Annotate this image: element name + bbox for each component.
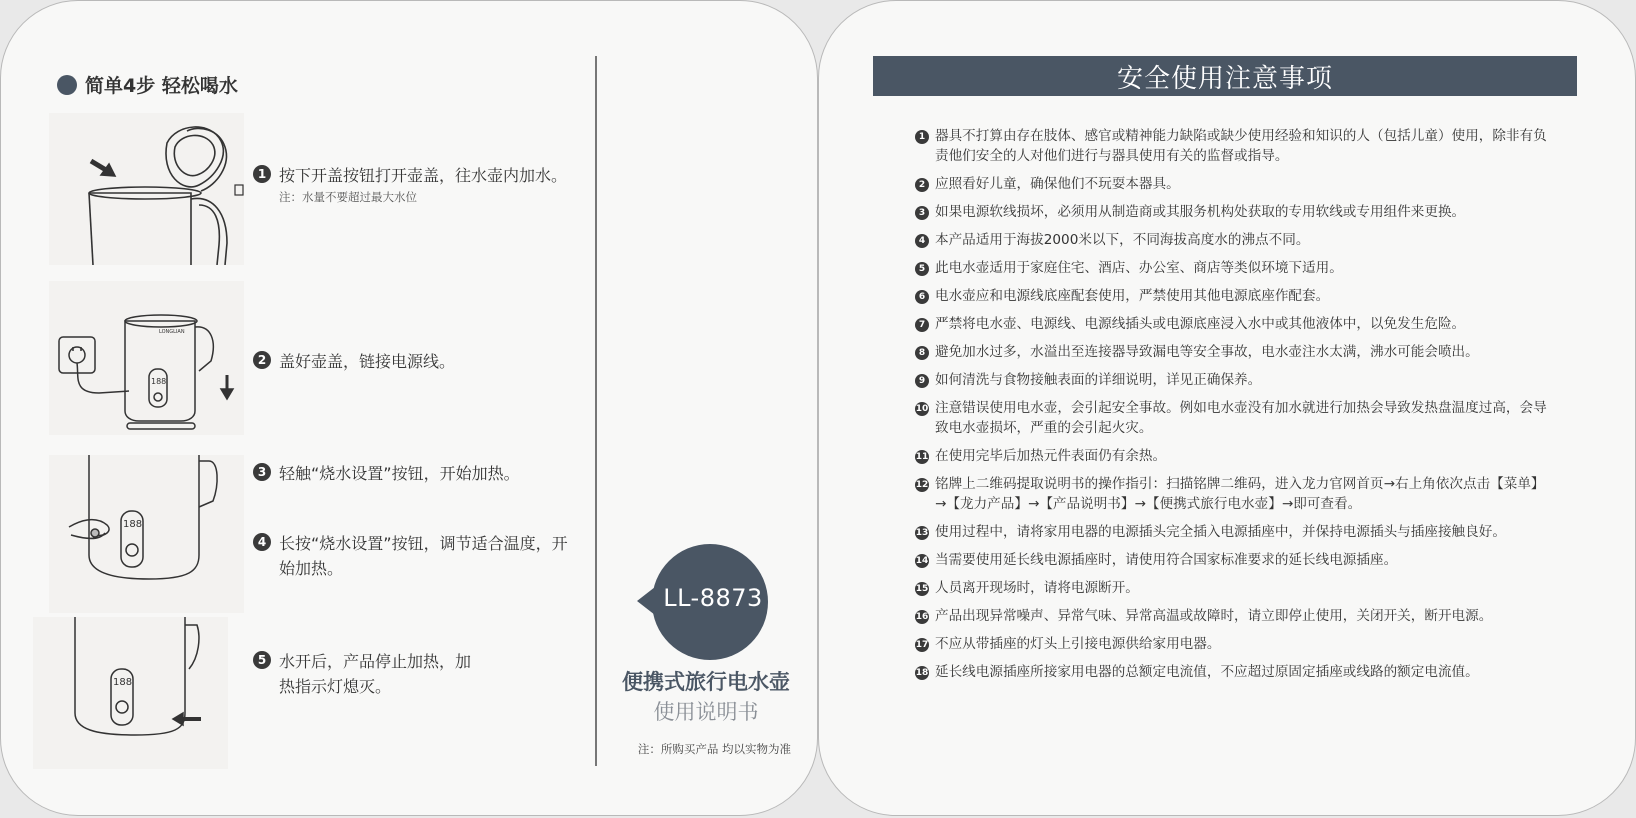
- item-number: 3: [915, 206, 929, 220]
- item-text: 延长线电源插座所接家用电器的总额定电流值，不应超过原固定插座或线路的额定电流值。: [935, 664, 1479, 681]
- safety-list: [915, 127, 1555, 691]
- list-item: [915, 475, 1555, 514]
- list-item: [915, 371, 1555, 391]
- svg-text:LONGLIAN: LONGLIAN: [159, 329, 185, 335]
- item-text: 不应从带插座的灯头上引接电源供给家用电器。: [935, 636, 1221, 652]
- model-number: LL-8873: [663, 584, 763, 612]
- step5-kettle-done-image: [33, 617, 228, 769]
- step-4: [253, 531, 579, 581]
- list-item: [915, 315, 1555, 335]
- svg-text:188: 188: [151, 377, 167, 386]
- item-text: 本产品适用于海拔2000米以下，不同海拔高度水的沸点不同。: [935, 231, 1310, 248]
- step-2: [253, 349, 589, 374]
- step-note: 注：水量不要超过最大水位: [279, 190, 417, 204]
- step-text: 盖好壶盖，链接电源线。: [279, 352, 456, 371]
- list-item: [915, 259, 1555, 279]
- step-number: 5: [253, 651, 271, 669]
- manual-label: 使用说明书: [653, 700, 759, 724]
- item-text: 如何清洗与食物接触表面的详细说明，详见正确保养。: [935, 372, 1262, 389]
- item-number: 2: [915, 178, 929, 192]
- item-number: 1: [915, 130, 929, 144]
- item-text: 在使用完毕后加热元件表面仍有余热。: [935, 447, 1167, 464]
- footnote: 注：所购买产品 均以实物为准: [637, 742, 791, 756]
- item-number: 4: [915, 234, 929, 248]
- item-number: 18: [915, 668, 929, 679]
- list-item: [915, 231, 1555, 251]
- item-text: 人员离开现场时，请将电源断开。: [935, 579, 1139, 596]
- item-number: 5: [915, 262, 929, 276]
- item-number: 9: [915, 374, 929, 388]
- list-item: [915, 287, 1555, 307]
- item-number: 13: [915, 527, 929, 538]
- step34-press-button-image: [49, 455, 244, 613]
- list-item: [915, 663, 1555, 683]
- item-text: 如果电源软线损坏，必须用从制造商或其服务机构处获取的专用软线或专用组件来更换。: [935, 203, 1466, 220]
- right-page: [818, 0, 1636, 816]
- item-text: 应照看好儿童，确保他们不玩耍本器具。: [935, 175, 1180, 192]
- list-item: [915, 635, 1555, 655]
- list-item: [915, 127, 1555, 166]
- step2-kettle-plug-image: [49, 281, 244, 435]
- svg-text:188: 188: [113, 677, 133, 688]
- item-text: 铭牌上二维码提取说明书的操作指引：扫描铭牌二维码，进入龙力官网首页→右上角依次点击【菜单】→【龙力产品】→【产品说明书】→【便携式旅行电水壶】→即可查看。: [935, 476, 1545, 512]
- item-text: 产品出现异常噪声、异常气味、异常高温或故障时，请立即停止使用，关闭开关，断开电源。: [935, 607, 1493, 624]
- item-number: 6: [915, 290, 929, 304]
- step-number: 1: [253, 165, 271, 183]
- item-text: 注意错误使用电水壶，会引起安全事故。例如电水壶没有加水就进行加热会导致发热盘温度过高，会导致电水壶损坏，严重的会引起火灾。: [935, 400, 1547, 436]
- step-1: [253, 163, 589, 206]
- item-text: 器具不打算由存在肢体、感官或精神能力缺陷或缺少使用经验和知识的人（包括儿童）使用，除非有负责他们安全的人对他们进行与器具使用有关的监督或指导。: [935, 128, 1547, 164]
- step-text: 水开后，产品停止加热，加热指示灯熄灭。: [279, 652, 472, 696]
- list-item: [915, 523, 1555, 543]
- step-text: 长按“烧水设置”按钮，调节适合温度，开始加热。: [279, 534, 568, 578]
- bullet-dot-icon: [57, 75, 77, 95]
- section-title: [57, 71, 238, 98]
- item-number: 12: [915, 480, 929, 491]
- safety-header: 安全使用注意事项: [873, 56, 1577, 96]
- product-name: 便携式旅行电水壶: [622, 670, 790, 694]
- item-text: 此电水壶适用于家庭住宅、酒店、办公室、商店等类似环境下适用。: [935, 259, 1343, 276]
- section-title-text: 简单4步 轻松喝水: [85, 75, 238, 97]
- step-text: 按下开盖按钮打开壶盖，往水壶内加水。: [279, 166, 568, 185]
- item-text: 当需要使用延长线电源插座时，请使用符合国家标准要求的延长线电源插座。: [935, 551, 1398, 568]
- item-number: 17: [915, 640, 929, 650]
- step-number: 4: [253, 533, 271, 551]
- step1-kettle-open-lid-image: [49, 113, 244, 265]
- item-number: 11: [915, 451, 929, 462]
- list-item: [915, 343, 1555, 363]
- svg-text:188: 188: [123, 519, 143, 530]
- item-number: 14: [915, 555, 929, 566]
- list-item: [915, 551, 1555, 571]
- vertical-divider: [595, 56, 597, 766]
- list-item: [915, 399, 1555, 438]
- list-item: [915, 203, 1555, 223]
- step-text: 轻触“烧水设置”按钮，开始加热。: [279, 464, 520, 483]
- step-number: 3: [253, 463, 271, 481]
- item-text: 避免加水过多，水溢出至连接器导致漏电等安全事故，电水壶注水太满，沸水可能会喷出。: [935, 344, 1479, 361]
- item-number: 10: [915, 404, 929, 415]
- list-item: [915, 447, 1555, 467]
- item-number: 16: [915, 611, 929, 622]
- item-text: 严禁将电水壶、电源线、电源线插头或电源底座浸入水中或其他液体中，以免发生危险。: [935, 316, 1466, 333]
- item-text: 使用过程中，请将家用电器的电源插头完全插入电源插座中，并保持电源插头与插座接触良好。: [935, 523, 1506, 540]
- list-item: [915, 175, 1555, 195]
- step-5: [253, 649, 479, 699]
- list-item: [915, 579, 1555, 599]
- left-page: [0, 0, 818, 816]
- step-3: [253, 461, 589, 486]
- item-number: 7: [915, 318, 929, 332]
- item-number: 8: [915, 346, 929, 360]
- list-item: [915, 607, 1555, 627]
- item-number: 15: [915, 583, 929, 594]
- item-text: 电水壶应和电源线底座配套使用，严禁使用其他电源底座作配套。: [935, 287, 1330, 304]
- step-number: 2: [253, 351, 271, 369]
